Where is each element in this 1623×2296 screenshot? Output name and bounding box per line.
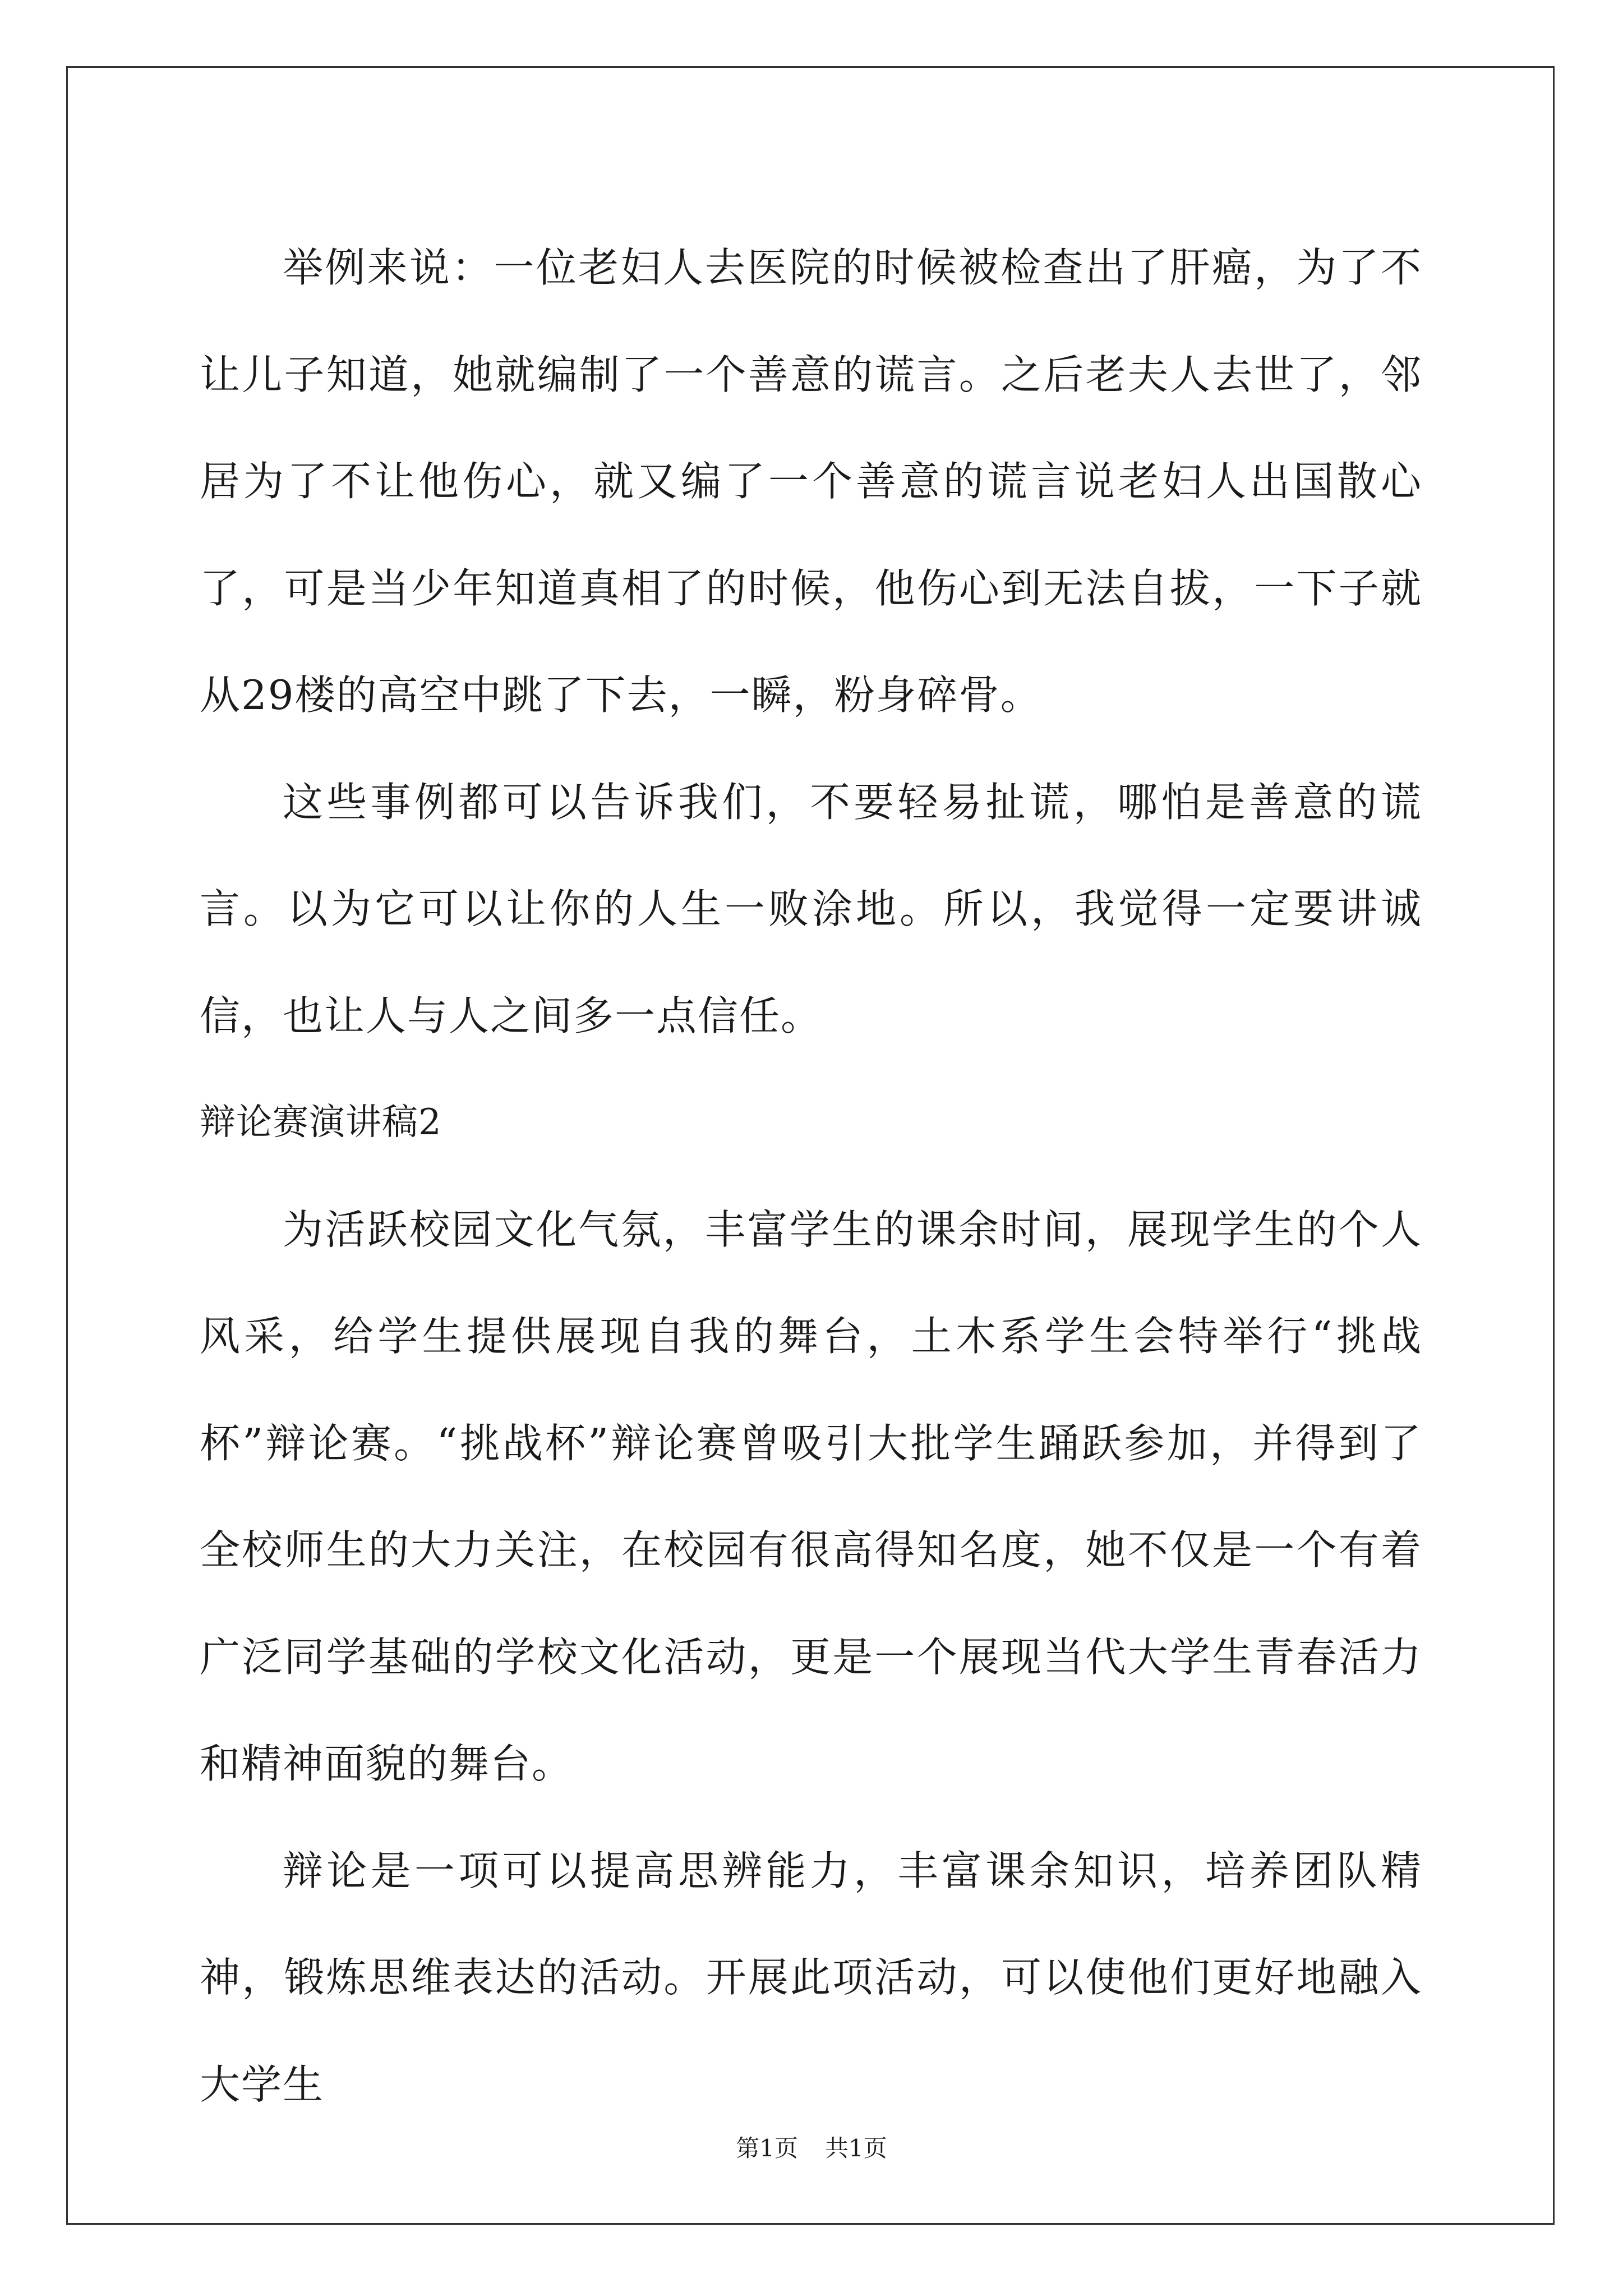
page-number: 第1页 xyxy=(736,2134,798,2162)
paragraph-example-story: 举例来说：一位老妇人去医院的时候被检查出了肝癌，为了不让儿子知道，她就编制了一个善意的谎言。之后老夫人去世了，邻居为了不让他伤心，就又编了一个善意的谎言说老妇人出国散心了，可是当少年知道真相了的时候，他伤心到无法自拔，一下子就从29楼的高空中跳了下去，一瞬，粉身碎骨。 xyxy=(200,244,1422,719)
page-total: 共1页 xyxy=(825,2134,887,2162)
paragraph-conclusion: 这些事例都可以告诉我们，不要轻易扯谎，哪怕是善意的谎言。以为它可以让你的人生一败涂地。所以，我觉得一定要讲诚信，也让人与人之间多一点信任。 xyxy=(200,778,1422,1039)
paragraph-debate-intro: 为活跃校园文化气氛，丰富学生的课余时间，展现学生的个人风采，给学生提供展现自我的舞台，土木系学生会特举行“挑战杯”辩论赛。“挑战杯”辩论赛曾吸引大批学生踊跃参加，并得到了全校师生的大力关注，在校园有很高得知名度，她不仅是一个有着广泛同学基础的学校文化活动，更是一个展现当代大学生青春活力和精神面貌的舞台。 xyxy=(200,1205,1422,1787)
paragraph-debate-purpose: 辩论是一项可以提高思辨能力，丰富课余知识，培养团队精神，锻炼思维表达的活动。开展此项活动，可以使他们更好地融入大学生 xyxy=(200,1847,1422,2108)
page-footer xyxy=(0,2132,1623,2165)
document-body xyxy=(200,214,1422,2138)
section-heading: 辩论赛演讲稿2 xyxy=(200,1102,442,1143)
